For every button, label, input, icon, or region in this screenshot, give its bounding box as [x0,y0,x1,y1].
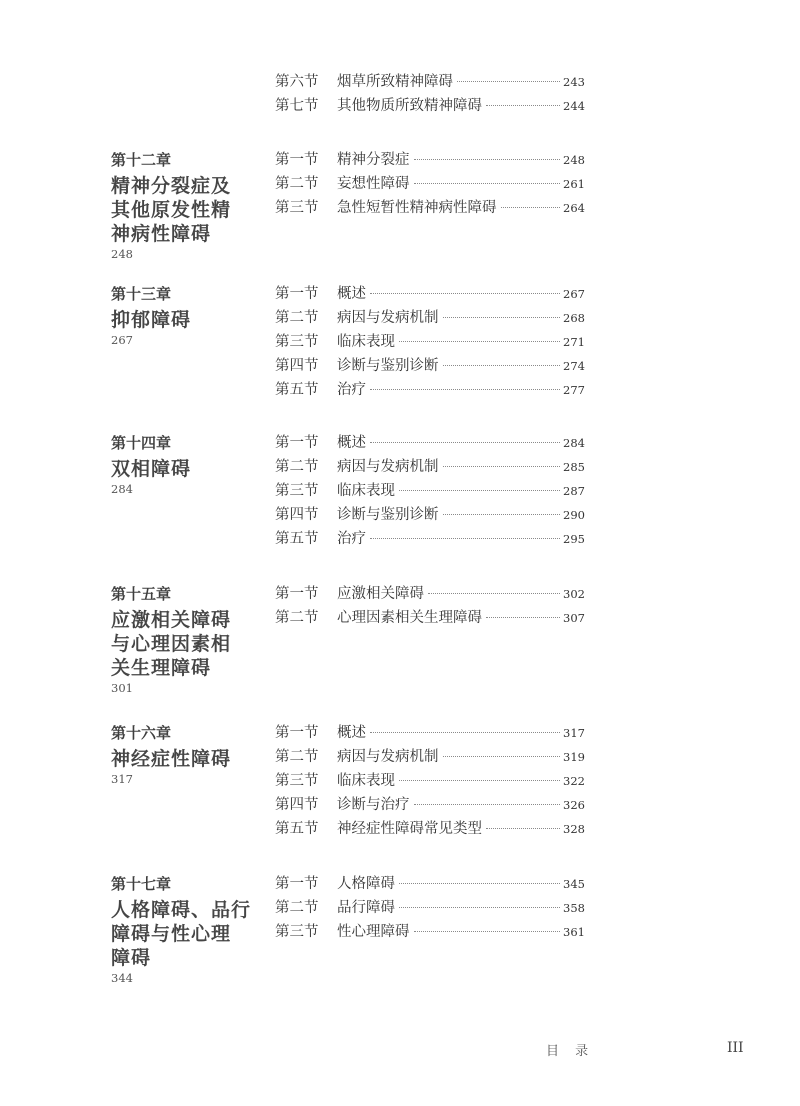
chapter-label: 第十四章 [111,434,172,452]
chapter-label: 第十六章 [111,724,172,742]
section-label: 第一节 [275,286,319,302]
toc-section-entry[interactable] [275,771,585,795]
toc-section-entry[interactable] [275,356,585,380]
toc-section-entry[interactable] [275,380,585,404]
chapter-title-line: 神病性障碍 [111,223,212,245]
section-page-number: 264 [563,201,585,215]
chapter-page-number: 267 [111,333,133,347]
section-label: 第四节 [275,507,319,523]
section-title: 治疗 [337,531,366,547]
dot-leader [370,292,560,294]
toc-section-entry[interactable] [275,529,585,553]
section-title: 病因与发病机制 [337,749,439,765]
dot-leader [399,489,560,491]
dot-leader [428,592,560,594]
section-title: 诊断与鉴别诊断 [337,358,439,374]
toc-section-entry[interactable] [275,481,585,505]
dot-leader [414,930,561,932]
toc-section-entry[interactable] [275,332,585,356]
toc-section-entry[interactable] [275,150,585,174]
section-label: 第一节 [275,725,319,741]
chapter-title-line: 精神分裂症及 [111,175,232,197]
chapter-label: 第十三章 [111,285,172,303]
section-page-number: 345 [563,877,585,891]
dot-leader [486,616,560,618]
section-title: 概述 [337,286,366,302]
section-page-number: 317 [563,726,585,740]
toc-section-entry[interactable] [275,898,585,922]
section-label: 第二节 [275,900,319,916]
section-title: 概述 [337,725,366,741]
toc-section-entry[interactable] [275,505,585,529]
chapter-label: 第十七章 [111,875,172,893]
dot-leader [486,827,560,829]
section-list [275,72,585,120]
section-page-number: 244 [563,99,585,113]
chapter-heading[interactable] [111,584,271,695]
footer-label: 目 录 [546,1044,595,1059]
toc-section-entry[interactable] [275,198,585,222]
chapter-title [111,174,271,246]
section-title: 诊断与治疗 [337,797,410,813]
section-page-number: 326 [563,798,585,812]
toc-section-entry[interactable] [275,72,585,96]
section-label: 第五节 [275,382,319,398]
section-label: 第二节 [275,459,319,475]
section-list [275,874,585,946]
dot-leader [414,182,561,184]
chapter-title [111,608,271,680]
section-title: 临床表现 [337,773,395,789]
toc-section-entry[interactable] [275,584,585,608]
section-label: 第七节 [275,98,319,114]
section-title: 其他物质所致精神障碍 [337,98,482,114]
section-title: 神经症性障碍常见类型 [337,821,482,837]
dot-leader [370,537,560,539]
section-list [275,284,585,404]
section-label: 第二节 [275,310,319,326]
chapter-title-line: 障碍与性心理 [111,923,232,945]
dot-leader [443,755,561,757]
dot-leader [501,206,561,208]
chapter-title [111,898,271,970]
section-page-number: 285 [563,460,585,474]
chapter-page-number: 301 [111,681,133,695]
section-title: 病因与发病机制 [337,310,439,326]
chapter-title [111,457,271,481]
section-page-number: 328 [563,822,585,836]
section-title: 烟草所致精神障碍 [337,74,453,90]
chapter-title-line: 双相障碍 [111,458,192,480]
chapter-page-number: 344 [111,971,133,985]
dot-leader [414,803,561,805]
chapter-heading[interactable] [111,433,271,496]
chapter-label: 第十二章 [111,151,172,169]
toc-section-entry[interactable] [275,308,585,332]
section-title: 治疗 [337,382,366,398]
section-label: 第二节 [275,610,319,626]
dot-leader [370,388,560,390]
chapter-label: 第十五章 [111,585,172,603]
section-list [275,433,585,553]
section-list [275,150,585,222]
section-page-number: 290 [563,508,585,522]
chapter-page-number: 248 [111,247,133,261]
section-title: 临床表现 [337,334,395,350]
chapter-title-line: 抑郁障碍 [111,309,192,331]
page-number: III [727,1040,744,1056]
dot-leader [443,316,561,318]
section-title: 急性短暂性精神病性障碍 [337,200,497,216]
toc-section-entry[interactable] [275,608,585,632]
chapter-title-line: 神经症性障碍 [111,748,232,770]
section-title: 品行障碍 [337,900,395,916]
section-title: 临床表现 [337,483,395,499]
section-label: 第三节 [275,773,319,789]
section-page-number: 268 [563,311,585,325]
section-title: 诊断与鉴别诊断 [337,507,439,523]
dot-leader [399,906,560,908]
section-label: 第五节 [275,531,319,547]
section-label: 第五节 [275,821,319,837]
toc-section-entry[interactable] [275,433,585,457]
chapter-page-number: 284 [111,482,133,496]
toc-section-entry[interactable] [275,174,585,198]
section-page-number: 295 [563,532,585,546]
section-label: 第一节 [275,876,319,892]
section-title: 应激相关障碍 [337,586,424,602]
chapter-heading[interactable] [111,284,271,347]
section-list [275,584,585,632]
toc-section-entry[interactable] [275,457,585,481]
chapter-title [111,747,271,771]
section-page-number: 261 [563,177,585,191]
section-label: 第二节 [275,176,319,192]
section-page-number: 302 [563,587,585,601]
section-label: 第三节 [275,200,319,216]
dot-leader [443,465,561,467]
chapter-title-line: 关生理障碍 [111,657,212,679]
dot-leader [370,731,560,733]
section-title: 概述 [337,435,366,451]
dot-leader [457,80,560,82]
toc-section-entry[interactable] [275,795,585,819]
section-page-number: 322 [563,774,585,788]
dot-leader [370,441,560,443]
section-label: 第四节 [275,358,319,374]
toc-section-entry[interactable] [275,284,585,308]
section-page-number: 277 [563,383,585,397]
section-label: 第三节 [275,483,319,499]
section-page-number: 287 [563,484,585,498]
dot-leader [399,779,560,781]
chapter-title-line: 障碍 [111,947,152,969]
section-label: 第二节 [275,749,319,765]
chapter-heading[interactable] [111,150,271,261]
chapter-heading[interactable] [111,723,271,786]
section-title: 妄想性障碍 [337,176,410,192]
toc-section-entry[interactable] [275,874,585,898]
section-page-number: 358 [563,901,585,915]
section-label: 第三节 [275,334,319,350]
chapter-title-line: 其他原发性精 [111,199,232,221]
section-title: 心理因素相关生理障碍 [337,610,482,626]
toc-section-entry[interactable] [275,96,585,120]
section-label: 第一节 [275,152,319,168]
chapter-title-line: 人格障碍、品行 [111,899,252,921]
dot-leader [399,882,560,884]
section-page-number: 361 [563,925,585,939]
dot-leader [443,513,561,515]
section-page-number: 267 [563,287,585,301]
section-page-number: 319 [563,750,585,764]
toc-section-entry[interactable] [275,747,585,771]
section-label: 第四节 [275,797,319,813]
section-title: 性心理障碍 [337,924,410,940]
dot-leader [443,364,561,366]
section-label: 第六节 [275,74,319,90]
section-page-number: 307 [563,611,585,625]
section-page-number: 248 [563,153,585,167]
section-page-number: 274 [563,359,585,373]
section-page-number: 284 [563,436,585,450]
chapter-heading[interactable] [111,874,271,985]
toc-section-entry[interactable] [275,819,585,843]
section-title: 精神分裂症 [337,152,410,168]
dot-leader [486,104,560,106]
section-page-number: 271 [563,335,585,349]
section-label: 第一节 [275,586,319,602]
toc-section-entry[interactable] [275,723,585,747]
dot-leader [414,158,561,160]
section-title: 病因与发病机制 [337,459,439,475]
chapter-title-line: 应激相关障碍 [111,609,232,631]
section-title: 人格障碍 [337,876,395,892]
toc-section-entry[interactable] [275,922,585,946]
chapter-title-line: 与心理因素相 [111,633,232,655]
section-list [275,723,585,843]
section-label: 第一节 [275,435,319,451]
chapter-page-number: 317 [111,772,133,786]
section-label: 第三节 [275,924,319,940]
section-page-number: 243 [563,75,585,89]
chapter-title [111,308,271,332]
dot-leader [399,340,560,342]
